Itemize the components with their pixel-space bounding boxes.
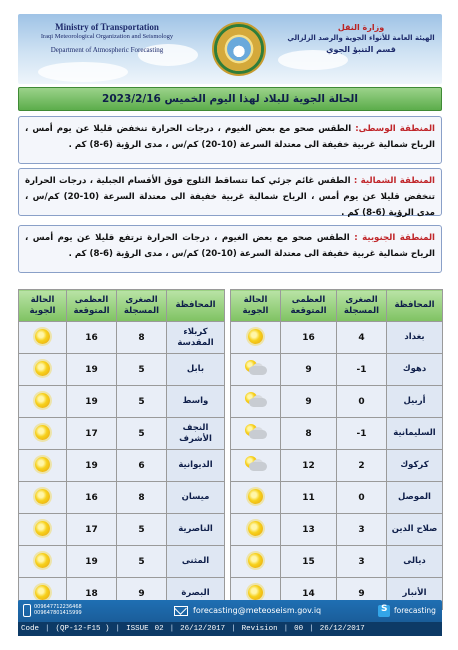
en-department: Department of Atmospheric Forecasting [50, 46, 164, 54]
max-temp: 18 [67, 578, 117, 610]
issue-date: 26/12/2017 [180, 625, 226, 633]
max-temp: 19 [67, 546, 117, 578]
min-temp: 1- [337, 418, 387, 450]
header-weather: الحالة الجوية [19, 290, 67, 322]
region-label-middle: المنطقة الوسطى: [355, 124, 436, 134]
sun-icon [35, 489, 50, 504]
max-temp: 16 [281, 322, 337, 354]
min-temp: 9 [117, 578, 167, 610]
province-name: واسط [167, 386, 225, 418]
min-temp: 3 [337, 546, 387, 578]
sun-icon [248, 489, 263, 504]
sun-icon [248, 521, 263, 536]
min-temp: 0 [337, 482, 387, 514]
max-temp: 11 [281, 482, 337, 514]
forecast-text-south: الطقس صحو مع بعض الغيوم ، درجات الحرارة ترتفع قليلا عن يوم أمس ، الرياح شمالية غربية خفيفة الى معتدلة السرعة (10-20) كم/س ، مدى الرؤية (6-8) كم . [25, 233, 435, 259]
header-province: المحافظة [387, 290, 443, 322]
revision-value: 00 [294, 625, 304, 633]
province-name: كربلاء المقدسة [167, 322, 225, 354]
province-name: صلاح الدين [387, 514, 443, 546]
sun-icon [35, 553, 50, 568]
min-temp: 3 [337, 514, 387, 546]
revision-label: Revision [241, 625, 278, 633]
province-name: بغداد [387, 322, 443, 354]
table-row [19, 450, 443, 482]
min-temp: 8 [117, 482, 167, 514]
ar-department: قسم التنبؤ الجوي [326, 45, 396, 54]
min-temp: 5 [117, 354, 167, 386]
bulletin-title: الحالة الجوية للبلاد لهذا اليوم الخميس 2023/2/16 [102, 93, 358, 105]
sun-icon [35, 425, 50, 440]
table-row [19, 482, 443, 514]
partly-cloudy-icon [243, 424, 269, 440]
province-name: السليمانية [387, 418, 443, 450]
partly-cloudy-icon [243, 392, 269, 408]
province-name: الناصرية [167, 514, 225, 546]
forecast-text-middle: الطقس صحو مع بعض الغيوم ، درجات الحرارة تنخفض قليلا عن يوم أمس ، الرياح شمالية غربية خفيفة الى معتدلة السرعة (10-20) كم/س ، مدى الرؤية (6-8) كم . [25, 124, 435, 150]
max-temp: 17 [67, 514, 117, 546]
ar-ministry: وزارة النقل [337, 23, 385, 32]
min-temp: 9 [337, 578, 387, 610]
min-temp: 1- [337, 354, 387, 386]
ar-organization: الهيئة العامة للأنواء الجوية والرصد الزلزالي [287, 34, 435, 42]
max-temp: 16 [67, 482, 117, 514]
bulletin-header [18, 14, 442, 84]
table-row [19, 546, 443, 578]
max-temp: 9 [281, 386, 337, 418]
sun-icon [35, 457, 50, 472]
code-label: Code [21, 625, 40, 633]
min-temp: 5 [117, 546, 167, 578]
min-temp: 8 [117, 322, 167, 354]
header-province: المحافظة [167, 290, 225, 322]
max-temp: 17 [67, 418, 117, 450]
province-name: البصرة [167, 578, 225, 610]
min-temp: 6 [117, 450, 167, 482]
province-name: كركوك [387, 450, 443, 482]
province-name: المثنى [167, 546, 225, 578]
arabic-header [286, 22, 436, 55]
bulletin-title-bar [18, 87, 442, 111]
max-temp: 19 [67, 354, 117, 386]
table-row [19, 354, 443, 386]
province-name: ديالى [387, 546, 443, 578]
header-min: الصغرى المسجلة [117, 290, 167, 322]
table-row [19, 386, 443, 418]
mail-icon [174, 606, 188, 616]
en-organization: Iraqi Meteorological Organization and Seismology [40, 33, 174, 40]
min-temp: 4 [337, 322, 387, 354]
region-label-north: المنطقة الشمالية : [353, 176, 436, 186]
phone-number: 009647801415999 [34, 610, 82, 616]
weather-bulletin-page [8, 8, 450, 640]
document-code-bar: Code | (QP-12-F15 ) | ISSUE 02 | 26/12/2017 | Revision | 00 | 26/12/2017 [18, 622, 442, 636]
organization-logo-icon [212, 22, 266, 76]
partly-cloudy-icon [243, 456, 269, 472]
max-temp: 19 [67, 450, 117, 482]
table-row [19, 514, 443, 546]
province-name: ميسان [167, 482, 225, 514]
issue-label: ISSUE [126, 625, 149, 633]
header-max: العظمى المتوقعة [281, 290, 337, 322]
skype-icon [378, 605, 390, 617]
issue-value: 02 [154, 625, 164, 633]
province-name: أربيل [387, 386, 443, 418]
max-temp: 12 [281, 450, 337, 482]
max-temp: 19 [67, 386, 117, 418]
min-temp: 5 [117, 514, 167, 546]
province-name: الأنبار [387, 578, 443, 610]
min-temp: 5 [117, 386, 167, 418]
code-value: (QP-12-F15 ) [55, 625, 110, 633]
province-name: دهوك [387, 354, 443, 386]
english-header [22, 22, 192, 55]
header-min: الصغرى المسجلة [337, 290, 387, 322]
sun-icon [35, 361, 50, 376]
max-temp: 15 [281, 546, 337, 578]
min-temp: 2 [337, 450, 387, 482]
email-link[interactable]: forecasting@meteoseism.gov.iq [193, 606, 322, 615]
sun-icon [35, 521, 50, 536]
partly-cloudy-icon [243, 360, 269, 376]
header-weather: الحالة الجوية [231, 290, 281, 322]
region-label-south: المنطقة الجنوبية : [354, 233, 436, 243]
temperature-table [18, 289, 443, 610]
min-temp: 5 [117, 418, 167, 450]
max-temp: 13 [281, 514, 337, 546]
sun-icon [248, 553, 263, 568]
forecast-middle-region [18, 116, 442, 164]
max-temp: 8 [281, 418, 337, 450]
revision-date: 26/12/2017 [319, 625, 365, 633]
en-ministry: Ministry of Transportation [55, 22, 159, 32]
phone-number: 009647712236468 [34, 604, 82, 610]
table-header-row [19, 290, 443, 322]
sun-icon [248, 585, 263, 600]
min-temp: 0 [337, 386, 387, 418]
header-cloud-decor [38, 62, 128, 82]
phone-icon [23, 604, 31, 617]
sun-icon [35, 585, 50, 600]
sun-icon [35, 329, 50, 344]
max-temp: 9 [281, 354, 337, 386]
province-name: بابل [167, 354, 225, 386]
sun-icon [35, 393, 50, 408]
max-temp: 14 [281, 578, 337, 610]
province-name: الديوانية [167, 450, 225, 482]
table-row [19, 418, 443, 450]
forecast-north-region [18, 168, 442, 216]
province-name: النجف الأشرف [167, 418, 225, 450]
bulletin-footer [18, 600, 442, 636]
phone-numbers [34, 604, 82, 616]
forecast-text-north: الطقس غائم جزئي كما تتساقط الثلوج فوق الأقسام الجبلية ، درجات الحرارة تنخفض قليلا عن يوم أمس ، الرياح شمالية غربية خفيفة الى معتدلة السرعة (10-20) كم/س ، مدى الرؤية (6-8) كم . [25, 176, 435, 218]
max-temp: 16 [67, 322, 117, 354]
forecast-south-region [18, 225, 442, 273]
table-row [19, 322, 443, 354]
social-handle[interactable]: forecasting [394, 606, 436, 615]
province-name: الموصل [387, 482, 443, 514]
sun-icon [248, 329, 263, 344]
header-max: العظمى المتوقعة [67, 290, 117, 322]
